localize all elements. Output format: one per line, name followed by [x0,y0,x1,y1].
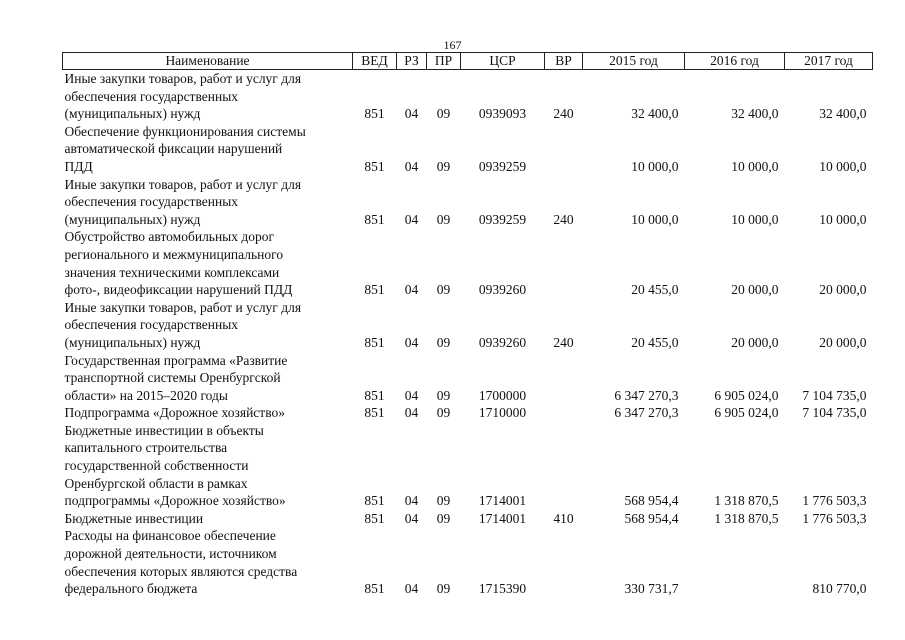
row-name-line: Бюджетные инвестиции в объекты [64,422,264,438]
row-name-line: Иные закупки товаров, работ и услуг для [64,299,302,315]
ved-cell: 851 [364,510,385,526]
rz-cell: 04 [404,510,419,526]
header-2017: 2017 год [785,53,873,70]
row-name-line: (муниципальных) нужд [64,211,201,227]
row-name-line: (муниципальных) нужд [64,334,201,350]
csr-cell: 1714001 [478,510,527,526]
table-row [63,70,873,123]
row-name-line: регионального и межмуниципального [64,246,284,262]
budget-table [62,52,873,598]
amount-2016-cell: 10 000,0 [731,211,779,227]
rz-cell: 04 [404,581,419,597]
amount-2015-cell: 10 000,0 [631,158,679,174]
header-ved: ВЕД [353,53,397,70]
ved-cell: 851 [364,334,385,350]
amount-2017-cell: 7 104 735,0 [802,387,867,403]
row-name-line: Иные закупки товаров, работ и услуг для [64,71,302,86]
amount-2015-cell: 6 347 270,3 [614,405,679,421]
rz-cell: 04 [404,387,419,403]
row-name-cell [63,228,353,298]
header-pr: ПР [427,53,461,70]
header-csr: ЦСР [461,53,545,70]
pr-cell: 09 [436,510,451,526]
vr-cell [545,352,583,405]
row-name-cell [63,422,353,510]
amount-2016-cell: 1 318 870,5 [714,493,779,509]
amount-2016-cell: 20 000,0 [731,282,779,298]
table-row [63,299,873,352]
rz-cell: 04 [404,282,419,298]
vr-cell: 240 [553,211,574,227]
header-2015: 2015 год [583,53,685,70]
table-row [63,352,873,405]
rz-cell: 04 [404,334,419,350]
row-name-line: Иные закупки товаров, работ и услуг для [64,176,302,192]
csr-cell: 1700000 [478,387,527,403]
row-name-line: федерального бюджета [64,581,198,597]
rz-cell: 04 [404,405,419,421]
vr-cell [545,228,583,298]
csr-cell: 1710000 [478,405,527,421]
amount-2015-cell: 6 347 270,3 [614,387,679,403]
amount-2015-cell: 10 000,0 [631,211,679,227]
row-name-line: капитального строительства [64,440,228,456]
header-vr: ВР [545,53,583,70]
row-name-cell [63,123,353,176]
row-name-line: обеспечения государственных [64,317,239,333]
pr-cell: 09 [436,387,451,403]
row-name-cell [63,404,353,422]
amount-2015-cell: 20 455,0 [631,334,679,350]
vr-cell [545,527,583,597]
row-name-line: дорожной деятельности, источником [64,546,277,562]
table-row [63,510,873,528]
csr-cell: 0939093 [478,106,527,122]
csr-cell: 0939259 [478,158,527,174]
table-row [63,404,873,422]
header-2016: 2016 год [685,53,785,70]
amount-2017-cell: 20 000,0 [819,282,867,298]
amount-2016-cell: 6 905 024,0 [714,387,779,403]
amount-2016-cell [685,527,785,597]
row-name-line: автоматической фиксации нарушений [64,141,283,157]
pr-cell: 09 [436,211,451,227]
row-name-line: значения техническими комплексами [64,264,280,280]
amount-2017-cell: 10 000,0 [819,158,867,174]
row-name-line: Обеспечение функционирования системы [64,123,306,139]
vr-cell: 410 [553,510,574,526]
amount-2016-cell: 6 905 024,0 [714,405,779,421]
table-row [63,123,873,176]
pr-cell: 09 [436,158,451,174]
row-name-line: Обустройство автомобильных дорог [64,229,275,245]
rz-cell: 04 [404,211,419,227]
ved-cell: 851 [364,211,385,227]
amount-2016-cell: 1 318 870,5 [714,510,779,526]
row-name-line: области» на 2015–2020 годы [64,387,228,403]
amount-2015-cell: 20 455,0 [631,282,679,298]
row-name-line: фото-, видеофиксации нарушений ПДД [64,282,293,298]
row-name-cell [63,510,353,528]
amount-2017-cell: 10 000,0 [819,211,867,227]
row-name-line: государственной собственности [64,458,249,474]
rz-cell: 04 [404,158,419,174]
header-rz: РЗ [397,53,427,70]
pr-cell: 09 [436,493,451,509]
amount-2015-cell: 330 731,7 [624,581,679,597]
ved-cell: 851 [364,282,385,298]
ved-cell: 851 [364,405,385,421]
rz-cell: 04 [404,106,419,122]
page-number: 167 [443,38,462,52]
row-name-cell [63,176,353,229]
amount-2015-cell: 568 954,4 [624,510,679,526]
pr-cell: 09 [436,282,451,298]
row-name-line: обеспечения государственных [64,194,239,210]
pr-cell: 09 [436,334,451,350]
row-name-cell [63,299,353,352]
amount-2016-cell: 10 000,0 [731,158,779,174]
ved-cell: 851 [364,106,385,122]
ved-cell: 851 [364,493,385,509]
amount-2016-cell: 32 400,0 [731,106,779,122]
row-name-cell [63,527,353,597]
amount-2015-cell: 32 400,0 [631,106,679,122]
table-row [63,422,873,510]
row-name-line: Бюджетные инвестиции [64,510,204,526]
row-name-line: Подпрограмма «Дорожное хозяйство» [64,405,285,421]
amount-2017-cell: 32 400,0 [819,106,867,122]
amount-2017-cell: 1 776 503,3 [802,493,867,509]
amount-2017-cell: 810 770,0 [812,581,867,597]
csr-cell: 0939259 [478,211,527,227]
vr-cell: 240 [553,106,574,122]
vr-cell [545,422,583,510]
amount-2016-cell: 20 000,0 [731,334,779,350]
amount-2017-cell: 1 776 503,3 [802,510,867,526]
table-row [63,527,873,597]
row-name-line: ПДД [64,158,93,174]
vr-cell [545,404,583,422]
table-row [63,228,873,298]
ved-cell: 851 [364,158,385,174]
csr-cell: 1714001 [478,493,527,509]
row-name-line: Расходы на финансовое обеспечение [64,528,276,544]
vr-cell [545,123,583,176]
vr-cell: 240 [553,334,574,350]
table-body [63,70,873,598]
row-name-line: обеспечения государственных [64,88,239,104]
amount-2015-cell: 568 954,4 [624,493,679,509]
row-name-cell [63,70,353,123]
csr-cell: 0939260 [478,282,527,298]
row-name-line: Государственная программа «Развитие [64,352,288,368]
amount-2017-cell: 20 000,0 [819,334,867,350]
header-name: Наименование [63,53,353,70]
pr-cell: 09 [436,106,451,122]
row-name-cell [63,352,353,405]
csr-cell: 0939260 [478,334,527,350]
row-name-line: обеспечения которых являются средства [64,563,298,579]
row-name-line: (муниципальных) нужд [64,106,201,122]
row-name-line: транспортной системы Оренбургской [64,370,281,386]
row-name-line: Оренбургской области в рамках [64,475,248,491]
amount-2017-cell: 7 104 735,0 [802,405,867,421]
ved-cell: 851 [364,581,385,597]
ved-cell: 851 [364,387,385,403]
table-row [63,176,873,229]
rz-cell: 04 [404,493,419,509]
row-name-line: подпрограммы «Дорожное хозяйство» [64,493,286,509]
table-header-row [63,53,873,70]
pr-cell: 09 [436,405,451,421]
csr-cell: 1715390 [478,581,527,597]
pr-cell: 09 [436,581,451,597]
